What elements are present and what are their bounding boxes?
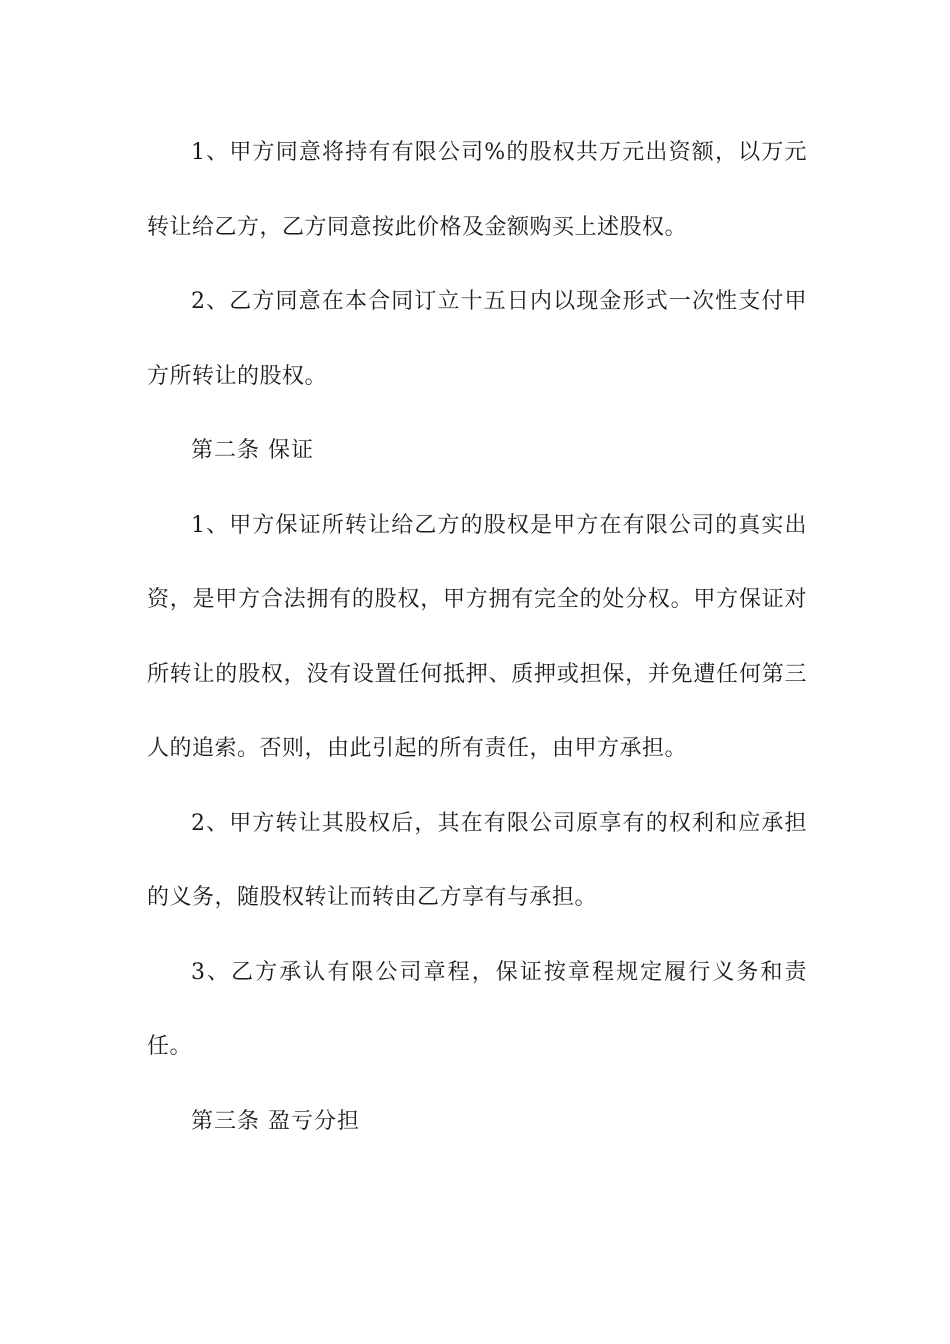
clause-1-paragraph: 1、甲方同意将持有有限公司%的股权共万元出资额，以万元转让给乙方，乙方同意按此价格及金额购买上述股权。 (147, 140, 807, 240)
warranty-clause-3-paragraph: 3、乙方承认有限公司章程，保证按章程规定履行义务和责任。 (147, 959, 807, 1059)
warranty-clause-1-paragraph: 1、甲方保证所转让给乙方的股权是甲方在有限公司的真实出资，是甲方合法拥有的股权，甲方拥有完全的处分权。甲方保证对所转让的股权，没有设置任何抵押、质押或担保，并免遭任何第三人的追索。否则，由此引起的所有责任，由甲方承担。 (147, 512, 807, 761)
section-heading-warranty: 第二条 保证 (191, 438, 314, 463)
section-heading-profit-loss: 第三条 盈亏分担 (191, 1108, 360, 1134)
clause-2-paragraph: 2、乙方同意在本合同订立十五日内以现金形式一次性支付甲方所转让的股权。 (147, 289, 807, 389)
document-body (147, 116, 807, 1159)
warranty-clause-2-paragraph: 2、甲方转让其股权后，其在有限公司原享有的权利和应承担的义务，随股权转让而转由乙方享有与承担。 (147, 810, 807, 910)
